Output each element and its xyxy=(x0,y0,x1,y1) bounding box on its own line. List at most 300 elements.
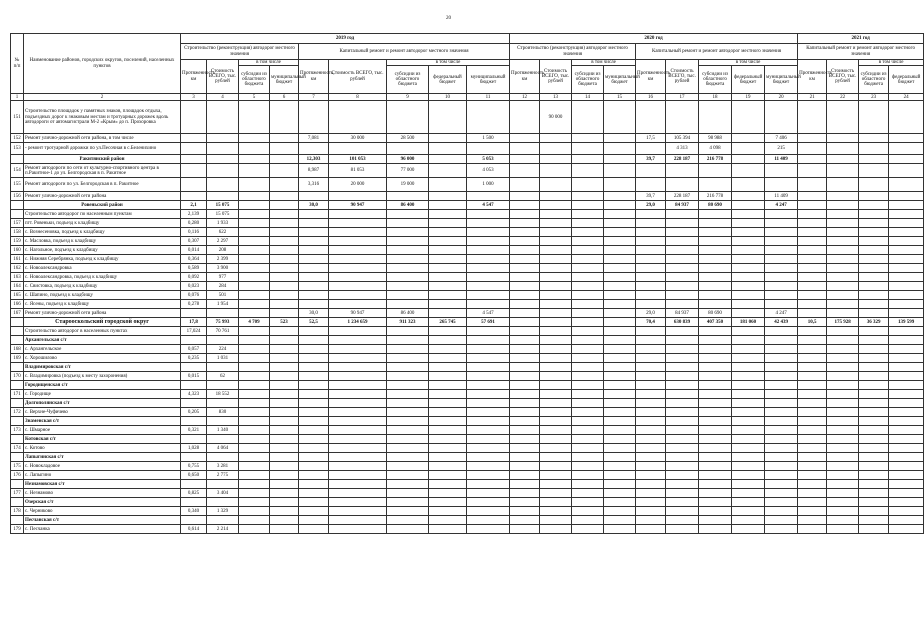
cell-col-12 xyxy=(510,444,540,453)
cell-col-20 xyxy=(765,300,798,309)
cell-col-23 xyxy=(859,237,889,246)
column-number: 14 xyxy=(572,94,604,101)
cell-col-11: 57 691 xyxy=(467,318,510,327)
cell-col-16 xyxy=(636,471,666,480)
cell-col-6 xyxy=(270,399,299,408)
cell-col-10 xyxy=(429,336,467,345)
cell-col-12 xyxy=(510,143,540,155)
row-number: 177 xyxy=(11,489,24,498)
group-header-row xyxy=(11,498,924,507)
cell-col-5 xyxy=(239,390,270,399)
cell-col-24 xyxy=(889,155,924,164)
cell-col-3 xyxy=(181,417,207,426)
cell-col-8 xyxy=(329,300,387,309)
cell-col-15 xyxy=(604,390,636,399)
row-name: с. Хорошилово xyxy=(24,354,181,363)
table-row xyxy=(11,264,924,273)
cell-col-19 xyxy=(732,336,765,345)
cell-col-17 xyxy=(666,516,699,525)
cell-col-21 xyxy=(798,155,827,164)
cell-col-24 xyxy=(889,489,924,498)
cell-col-6 xyxy=(270,327,299,336)
cell-col-13 xyxy=(540,507,572,516)
cell-col-23 xyxy=(859,480,889,489)
cell-col-16 xyxy=(636,390,666,399)
cell-col-6 xyxy=(270,480,299,489)
cell-col-19 xyxy=(732,192,765,201)
cell-col-4 xyxy=(207,164,239,178)
cell-col-11 xyxy=(467,498,510,507)
cell-col-10 xyxy=(429,426,467,435)
cell-col-11 xyxy=(467,255,510,264)
cell-col-23 xyxy=(859,219,889,228)
cell-col-14 xyxy=(572,417,604,426)
cell-col-22 xyxy=(827,381,859,390)
column-number: 12 xyxy=(510,94,540,101)
cell-col-9 xyxy=(387,282,429,291)
header-municipal: муниципальный бюджет xyxy=(765,66,798,94)
cell-col-3: 0,057 xyxy=(181,345,207,354)
cell-col-9 xyxy=(387,237,429,246)
cell-col-18: 216 778 xyxy=(699,192,732,201)
row-name: Долгополянская с/т xyxy=(24,399,181,408)
cell-col-15 xyxy=(604,282,636,291)
cell-col-8 xyxy=(329,399,387,408)
cell-col-21 xyxy=(798,164,827,178)
cell-col-16 xyxy=(636,498,666,507)
cell-col-23 xyxy=(859,255,889,264)
cell-col-22 xyxy=(827,101,859,134)
cell-col-10 xyxy=(429,178,467,192)
cell-col-17 xyxy=(666,282,699,291)
cell-col-21 xyxy=(798,426,827,435)
cell-col-16 xyxy=(636,255,666,264)
cell-col-8 xyxy=(329,192,387,201)
row-number xyxy=(11,399,24,408)
header-subsidy: субсидии из областного бюджета xyxy=(572,66,604,94)
cell-col-15 xyxy=(604,178,636,192)
cell-col-9 xyxy=(387,498,429,507)
cell-col-5: 4 709 xyxy=(239,318,270,327)
cell-col-13 xyxy=(540,336,572,345)
cell-col-10 xyxy=(429,498,467,507)
cell-col-8 xyxy=(329,291,387,300)
cell-col-6 xyxy=(270,408,299,417)
column-number: 18 xyxy=(699,94,732,101)
cell-col-21 xyxy=(798,390,827,399)
cell-col-19 xyxy=(732,134,765,143)
table-row xyxy=(11,354,924,363)
cell-col-11 xyxy=(467,101,510,134)
cell-col-7: 7,081 xyxy=(299,134,329,143)
cell-col-7 xyxy=(299,417,329,426)
cell-col-14 xyxy=(572,336,604,345)
cell-col-12 xyxy=(510,426,540,435)
cell-col-3: 0,589 xyxy=(181,264,207,273)
cell-col-5 xyxy=(239,282,270,291)
cell-col-8: 1 234 659 xyxy=(329,318,387,327)
column-numbers-row xyxy=(11,94,924,101)
cell-col-5 xyxy=(239,273,270,282)
row-name: Озерская с/т xyxy=(24,498,181,507)
cell-col-6 xyxy=(270,372,299,381)
cell-col-9: 28 500 xyxy=(387,134,429,143)
group-header-row xyxy=(11,516,924,525)
cell-col-20 xyxy=(765,282,798,291)
header-length: Протяженность, км xyxy=(510,60,540,94)
cell-col-24 xyxy=(889,237,924,246)
cell-col-3 xyxy=(181,101,207,134)
cell-col-13 xyxy=(540,516,572,525)
cell-col-4 xyxy=(207,143,239,155)
cell-col-18 xyxy=(699,453,732,462)
cell-col-6 xyxy=(270,435,299,444)
cell-col-3: 0,235 xyxy=(181,354,207,363)
row-number: 178 xyxy=(11,507,24,516)
cell-col-19 xyxy=(732,363,765,372)
cell-col-15 xyxy=(604,462,636,471)
cell-col-16 xyxy=(636,462,666,471)
table-row xyxy=(11,345,924,354)
cell-col-5 xyxy=(239,381,270,390)
cell-col-9: 86 400 xyxy=(387,309,429,318)
cell-col-13 xyxy=(540,462,572,471)
cell-col-8: 81 053 xyxy=(329,164,387,178)
cell-col-22 xyxy=(827,246,859,255)
cell-col-11 xyxy=(467,525,510,534)
cell-col-4: 15 075 xyxy=(207,201,239,210)
cell-col-11 xyxy=(467,408,510,417)
cell-col-11 xyxy=(467,453,510,462)
cell-col-5 xyxy=(239,164,270,178)
column-number: 21 xyxy=(798,94,827,101)
row-name: с. Вознесеновка, подъезд к кладбищу xyxy=(24,228,181,237)
cell-col-20 xyxy=(765,417,798,426)
cell-col-10 xyxy=(429,390,467,399)
cell-col-17 xyxy=(666,228,699,237)
header-length: Протяженность, км xyxy=(636,60,666,94)
cell-col-8 xyxy=(329,489,387,498)
cell-col-4 xyxy=(207,336,239,345)
row-number: 175 xyxy=(11,462,24,471)
cell-col-8 xyxy=(329,516,387,525)
cell-col-6 xyxy=(270,237,299,246)
cell-col-18: 98 988 xyxy=(699,134,732,143)
cell-col-17 xyxy=(666,525,699,534)
cell-col-3 xyxy=(181,399,207,408)
cell-col-21 xyxy=(798,309,827,318)
cell-col-21 xyxy=(798,372,827,381)
cell-col-13 xyxy=(540,300,572,309)
cell-col-20: 4 247 xyxy=(765,309,798,318)
cell-col-15 xyxy=(604,237,636,246)
cell-col-10 xyxy=(429,237,467,246)
cell-col-12 xyxy=(510,480,540,489)
cell-col-7 xyxy=(299,210,329,219)
cell-col-6 xyxy=(270,417,299,426)
cell-col-20 xyxy=(765,471,798,480)
cell-col-6 xyxy=(270,155,299,164)
cell-col-17 xyxy=(666,178,699,192)
cell-col-6 xyxy=(270,516,299,525)
cell-col-12 xyxy=(510,417,540,426)
cell-col-4: 70 761 xyxy=(207,327,239,336)
cell-col-15 xyxy=(604,327,636,336)
cell-col-4: 3 900 xyxy=(207,264,239,273)
cell-col-12 xyxy=(510,408,540,417)
cell-col-23 xyxy=(859,399,889,408)
cell-col-22 xyxy=(827,390,859,399)
cell-col-13 xyxy=(540,309,572,318)
cell-col-20 xyxy=(765,426,798,435)
row-number xyxy=(11,435,24,444)
column-number: 7 xyxy=(299,94,329,101)
cell-col-16 xyxy=(636,345,666,354)
cell-col-5 xyxy=(239,363,270,372)
cell-col-6 xyxy=(270,291,299,300)
header-year-2021: 2021 год xyxy=(798,34,924,44)
cell-col-23 xyxy=(859,143,889,155)
cell-col-6 xyxy=(270,219,299,228)
cell-col-21 xyxy=(798,507,827,516)
cell-col-10 xyxy=(429,507,467,516)
cell-col-19 xyxy=(732,155,765,164)
row-name: с. Песчанка xyxy=(24,525,181,534)
cell-col-21 xyxy=(798,462,827,471)
cell-col-4: 3 404 xyxy=(207,489,239,498)
cell-col-17 xyxy=(666,417,699,426)
cell-col-3 xyxy=(181,134,207,143)
column-number: 19 xyxy=(732,94,765,101)
cell-col-24 xyxy=(889,480,924,489)
cell-col-10 xyxy=(429,363,467,372)
section-header-row xyxy=(11,318,924,327)
cell-col-9 xyxy=(387,291,429,300)
cell-col-8 xyxy=(329,336,387,345)
cell-col-11 xyxy=(467,372,510,381)
cell-col-7 xyxy=(299,363,329,372)
cell-col-4: 830 xyxy=(207,408,239,417)
cell-col-15 xyxy=(604,417,636,426)
cell-col-11 xyxy=(467,264,510,273)
row-name: с. Новоалександровка xyxy=(24,264,181,273)
table-row xyxy=(11,228,924,237)
cell-col-17 xyxy=(666,101,699,134)
cell-col-8 xyxy=(329,417,387,426)
cell-col-7 xyxy=(299,237,329,246)
cell-col-21 xyxy=(798,192,827,201)
row-name: с. Архангельское xyxy=(24,345,181,354)
cell-col-13 xyxy=(540,282,572,291)
cell-col-5 xyxy=(239,219,270,228)
cell-col-17 xyxy=(666,255,699,264)
cell-col-12 xyxy=(510,273,540,282)
cell-col-23 xyxy=(859,178,889,192)
cell-col-21 xyxy=(798,435,827,444)
cell-col-16 xyxy=(636,300,666,309)
cell-col-14 xyxy=(572,381,604,390)
row-name: с. Незнамово xyxy=(24,489,181,498)
cell-col-4: 2 214 xyxy=(207,525,239,534)
cell-col-18 xyxy=(699,399,732,408)
cell-col-13 xyxy=(540,363,572,372)
cell-col-24 xyxy=(889,273,924,282)
cell-col-11: 1 000 xyxy=(467,178,510,192)
cell-col-14 xyxy=(572,372,604,381)
cell-col-5 xyxy=(239,426,270,435)
cell-col-20 xyxy=(765,498,798,507)
cell-col-12 xyxy=(510,498,540,507)
cell-col-16 xyxy=(636,327,666,336)
row-number: 173 xyxy=(11,426,24,435)
row-number: 162 xyxy=(11,264,24,273)
row-name: Строительство площадок у памятных знаков, площадок отдыха, подъездных дорог к знаковым местам и тротуарных дорожек вдоль автодороги от автомагистрали М-2 «Крым» до п. Прохоровка xyxy=(24,101,181,134)
cell-col-19 xyxy=(732,164,765,178)
cell-col-5 xyxy=(239,237,270,246)
cell-col-22 xyxy=(827,219,859,228)
cell-col-21 xyxy=(798,327,827,336)
cell-col-4: 2 399 xyxy=(207,255,239,264)
cell-col-11 xyxy=(467,336,510,345)
cell-col-21 xyxy=(798,134,827,143)
cell-col-5 xyxy=(239,462,270,471)
table-row xyxy=(11,237,924,246)
row-name: Знаменская с/т xyxy=(24,417,181,426)
cell-col-14 xyxy=(572,498,604,507)
cell-col-18 xyxy=(699,282,732,291)
cell-col-7 xyxy=(299,273,329,282)
cell-col-11 xyxy=(467,273,510,282)
cell-col-23 xyxy=(859,363,889,372)
cell-col-17 xyxy=(666,480,699,489)
cell-col-9 xyxy=(387,372,429,381)
cell-col-19 xyxy=(732,255,765,264)
cell-col-3: 0,015 xyxy=(181,372,207,381)
cell-col-10 xyxy=(429,300,467,309)
cell-col-7 xyxy=(299,255,329,264)
cell-col-7 xyxy=(299,525,329,534)
cell-col-8 xyxy=(329,327,387,336)
cell-col-3 xyxy=(181,336,207,345)
cell-col-15 xyxy=(604,408,636,417)
cell-col-22 xyxy=(827,507,859,516)
cell-col-14 xyxy=(572,192,604,201)
cell-col-21 xyxy=(798,178,827,192)
cell-col-14 xyxy=(572,178,604,192)
cell-col-9 xyxy=(387,101,429,134)
cell-col-3 xyxy=(181,164,207,178)
cell-col-21 xyxy=(798,417,827,426)
cell-col-17 xyxy=(666,426,699,435)
cell-col-18 xyxy=(699,390,732,399)
cell-col-13 xyxy=(540,192,572,201)
cell-col-9 xyxy=(387,480,429,489)
cell-col-20: 215 xyxy=(765,143,798,155)
cell-col-10 xyxy=(429,143,467,155)
cell-col-10 xyxy=(429,246,467,255)
cell-col-8 xyxy=(329,453,387,462)
cell-col-16 xyxy=(636,237,666,246)
cell-col-8 xyxy=(329,255,387,264)
cell-col-3: 17,024 xyxy=(181,327,207,336)
cell-col-19 xyxy=(732,282,765,291)
cell-col-7 xyxy=(299,381,329,390)
cell-col-21 xyxy=(798,453,827,462)
cell-col-8 xyxy=(329,143,387,155)
row-number: 167 xyxy=(11,309,24,318)
cell-col-24 xyxy=(889,390,924,399)
cell-col-13 xyxy=(540,164,572,178)
cell-col-16 xyxy=(636,101,666,134)
cell-col-4: 2 775 xyxy=(207,471,239,480)
cell-col-19 xyxy=(732,507,765,516)
cell-col-15 xyxy=(604,291,636,300)
cell-col-24 xyxy=(889,219,924,228)
cell-col-19 xyxy=(732,480,765,489)
cell-col-24 xyxy=(889,300,924,309)
cell-col-10 xyxy=(429,453,467,462)
row-number: 157 xyxy=(11,219,24,228)
cell-col-13 xyxy=(540,399,572,408)
row-name: с. Новокладовое xyxy=(24,462,181,471)
cell-col-23 xyxy=(859,390,889,399)
cell-col-19 xyxy=(732,354,765,363)
cell-col-23 xyxy=(859,489,889,498)
row-number xyxy=(11,453,24,462)
cell-col-22 xyxy=(827,178,859,192)
cell-col-21 xyxy=(798,354,827,363)
row-name: с. Верхне-Чуфичево xyxy=(24,408,181,417)
cell-col-17: 228 187 xyxy=(666,155,699,164)
cell-col-12 xyxy=(510,471,540,480)
cell-col-12 xyxy=(510,192,540,201)
cell-col-14 xyxy=(572,164,604,178)
cell-col-21 xyxy=(798,264,827,273)
cell-col-4: 224 xyxy=(207,345,239,354)
cell-col-12 xyxy=(510,363,540,372)
cell-col-23 xyxy=(859,471,889,480)
cell-col-21 xyxy=(798,480,827,489)
cell-col-19 xyxy=(732,372,765,381)
table-row xyxy=(11,255,924,264)
cell-col-24 xyxy=(889,408,924,417)
column-number: 4 xyxy=(207,94,239,101)
row-number xyxy=(11,498,24,507)
cell-col-5 xyxy=(239,471,270,480)
column-number: 3 xyxy=(181,94,207,101)
cell-col-6 xyxy=(270,363,299,372)
cell-col-13 xyxy=(540,228,572,237)
cell-col-3 xyxy=(181,155,207,164)
cell-col-14 xyxy=(572,101,604,134)
cell-col-22 xyxy=(827,471,859,480)
cell-col-7: 12,303 xyxy=(299,155,329,164)
cell-col-24 xyxy=(889,345,924,354)
cell-col-9: 86 400 xyxy=(387,201,429,210)
cell-col-24 xyxy=(889,164,924,178)
cell-col-6 xyxy=(270,498,299,507)
cell-col-20 xyxy=(765,273,798,282)
cell-col-7 xyxy=(299,507,329,516)
cell-col-13 xyxy=(540,525,572,534)
cell-col-15 xyxy=(604,399,636,408)
cell-col-3 xyxy=(181,498,207,507)
cell-col-20 xyxy=(765,354,798,363)
cell-col-5 xyxy=(239,345,270,354)
cell-col-16 xyxy=(636,525,666,534)
cell-col-15 xyxy=(604,345,636,354)
cell-col-3 xyxy=(181,309,207,318)
